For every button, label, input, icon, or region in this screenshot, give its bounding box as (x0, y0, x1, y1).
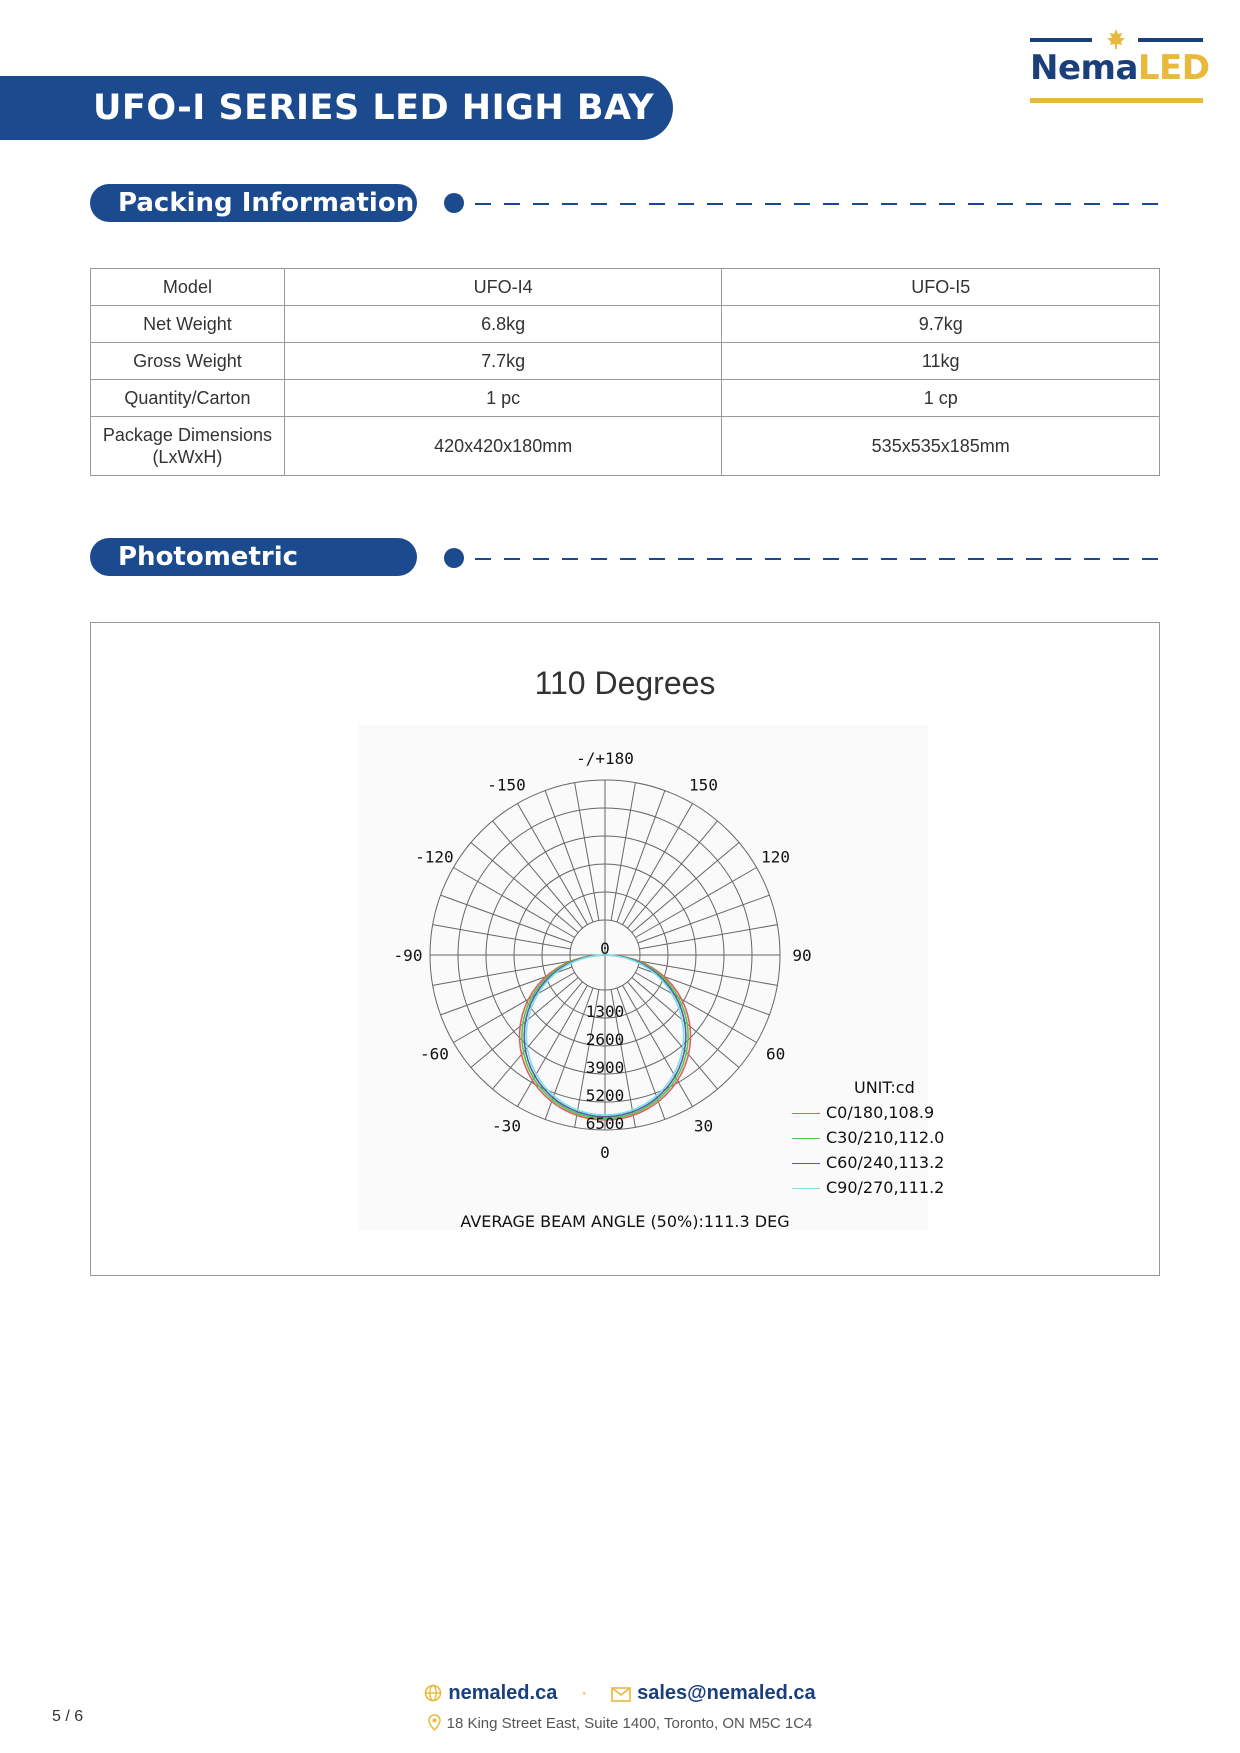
section-dot (444, 548, 464, 568)
polar-radial-label: 6500 (585, 1114, 625, 1133)
logo-text-nema: Nema (1030, 48, 1138, 88)
section-title-photometric: Photometric (90, 538, 417, 576)
legend-label: C90/270,111.2 (826, 1178, 945, 1197)
table-cell: Quantity/Carton (91, 380, 285, 417)
legend-unit: UNIT:cd (854, 1078, 915, 1097)
maple-leaf-icon (1105, 28, 1127, 50)
legend-item (792, 1150, 944, 1175)
polar-legend (792, 1075, 944, 1200)
footer-address-text: 18 King Street East, Suite 1400, Toronto, ON M5C 1C4 (446, 1715, 813, 1732)
polar-angle-label: -120 (415, 847, 454, 867)
packing-table (90, 268, 1160, 476)
polar-radial-label: 5200 (585, 1086, 625, 1105)
legend-swatch (792, 1138, 820, 1139)
legend-swatch (792, 1113, 820, 1114)
table-cell: UFO-I4 (284, 269, 722, 306)
polar-angle-label: -90 (393, 946, 423, 965)
legend-label: C0/180,108.9 (826, 1103, 935, 1122)
legend-label: C30/210,112.0 (826, 1128, 945, 1147)
cell-line: (LxWxH) (152, 447, 223, 467)
nemaled-logo (1030, 28, 1210, 108)
footer-contacts (0, 1682, 1240, 1705)
header-banner-title: UFO-I SERIES LED HIGH BAY (0, 76, 673, 140)
section-title-packing: Packing Information (90, 184, 417, 222)
section-dot (444, 193, 464, 213)
globe-icon (424, 1684, 442, 1702)
polar-angle-label: -/+180 (576, 749, 634, 768)
location-pin-icon (428, 1714, 441, 1731)
table-cell: 1 pc (284, 380, 722, 417)
polar-angle-label: 120 (761, 847, 791, 867)
table-cell: 9.7kg (722, 306, 1160, 343)
footer-address (0, 1714, 1240, 1732)
table-row (91, 306, 1160, 343)
legend-item (792, 1100, 944, 1125)
polar-radial-label: 1300 (585, 1002, 625, 1021)
polar-angle-label: 60 (765, 1044, 786, 1064)
table-cell: 535x535x185mm (722, 417, 1160, 476)
photometric-title: 110 Degrees (534, 665, 716, 701)
page-number: 5 / 6 (52, 1708, 84, 1725)
table-cell: 420x420x180mm (284, 417, 722, 476)
polar-radial-label: 3900 (585, 1058, 625, 1077)
polar-angle-label: 90 (792, 946, 812, 965)
beam-angle-note: AVERAGE BEAM ANGLE (50%):111.3 DEG (460, 1212, 790, 1231)
polar-radial-label: 2600 (585, 1030, 625, 1049)
table-row (91, 417, 1160, 476)
table-cell (91, 417, 285, 476)
logo-text-led: LED (1137, 48, 1210, 88)
legend-swatch (792, 1163, 820, 1164)
table-cell: 1 cp (722, 380, 1160, 417)
table-row (91, 380, 1160, 417)
polar-radial-label: 0 (600, 939, 610, 958)
polar-angle-label: -60 (419, 1044, 449, 1064)
section-divider (475, 558, 1160, 560)
table-cell: Model (91, 269, 285, 306)
polar-angle-label: 0 (600, 1143, 610, 1162)
legend-item (792, 1125, 944, 1150)
legend-swatch (792, 1188, 820, 1189)
cell-line: Package Dimensions (102, 425, 272, 445)
table-cell: 11kg (722, 343, 1160, 380)
polar-angle-label: 30 (693, 1116, 714, 1136)
footer-separator: · (580, 1682, 588, 1704)
section-divider (475, 203, 1160, 205)
table-cell: 7.7kg (284, 343, 722, 380)
table-row (91, 269, 1160, 306)
polar-angle-label: 150 (689, 775, 718, 795)
table-cell: Gross Weight (91, 343, 285, 380)
mail-icon (611, 1687, 631, 1702)
polar-angle-label: -30 (492, 1116, 521, 1136)
footer-email-link[interactable]: sales@nemaled.ca (637, 1682, 816, 1704)
legend-item (792, 1175, 944, 1200)
polar-angle-label: -150 (487, 775, 526, 795)
table-cell: 6.8kg (284, 306, 722, 343)
table-row (91, 343, 1160, 380)
legend-label: C60/240,113.2 (826, 1153, 945, 1172)
table-cell: UFO-I5 (722, 269, 1160, 306)
table-cell: Net Weight (91, 306, 285, 343)
footer-website-link[interactable]: nemaled.ca (448, 1682, 558, 1704)
